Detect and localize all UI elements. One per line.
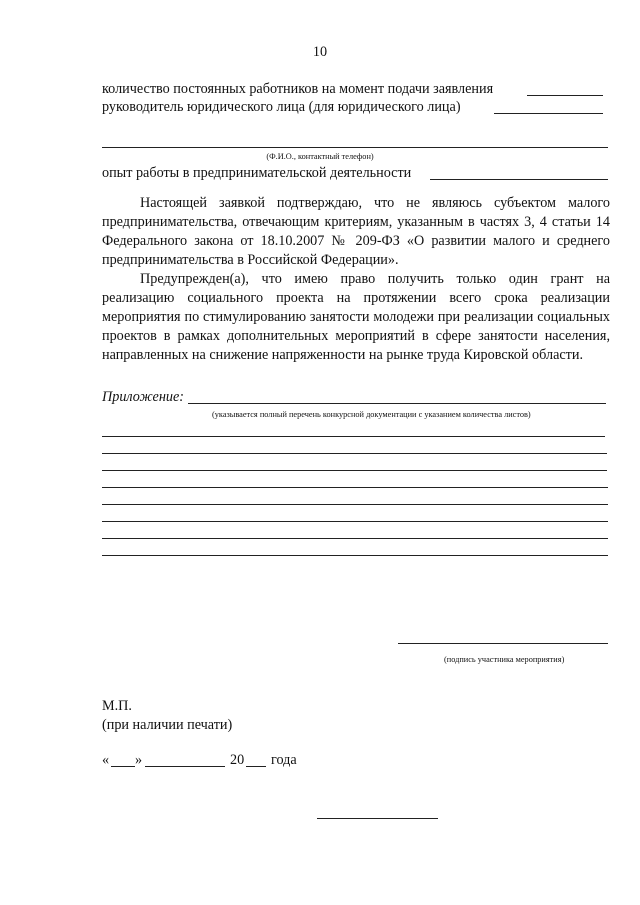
attachment-line-7[interactable] — [102, 538, 608, 539]
date-day-line[interactable] — [111, 766, 135, 767]
date-suffix: года — [271, 752, 297, 768]
attachment-line-4[interactable] — [102, 487, 608, 488]
attachment-line-3[interactable] — [102, 470, 607, 471]
page-number: 10 — [312, 44, 328, 60]
head-label: руководитель юридического лица (для юридического лица) — [102, 99, 461, 115]
date-close-quote: » — [135, 752, 143, 768]
warning-paragraph — [102, 270, 610, 365]
attachment-line-2[interactable] — [102, 453, 607, 454]
fio-caption: (Ф.И.О., контактный телефон) — [266, 152, 374, 161]
date-year-line[interactable] — [246, 766, 266, 767]
date-month-line[interactable] — [145, 766, 225, 767]
experience-label: опыт работы в предпринимательской деятельности — [102, 165, 412, 181]
attachment-label: Приложение: — [102, 389, 184, 405]
signature-input-line[interactable] — [398, 643, 608, 644]
attachment-line-6[interactable] — [102, 521, 608, 522]
date-year-prefix: 20 — [230, 752, 245, 768]
attachment-caption: (указывается полный перечень конкурсной документации с указанием количества листов) — [212, 410, 531, 419]
stamp-label: М.П. — [102, 698, 132, 714]
employees-input-line[interactable] — [527, 95, 603, 96]
signature-caption: (подпись участника мероприятия) — [444, 655, 565, 664]
fio-input-line[interactable] — [102, 147, 608, 148]
warning-text: Предупрежден(а), что имею право получить только один грант на реализацию социального проекта на протяжении всего срока реализации мероприятия по стимулированию занятости молодежи при реализации социальных проектов в рамках дополнительных мероприятий в сфере занятости населения, направленных на снижение напряженности на рынке труда Кировской области. — [102, 271, 610, 363]
attachment-line-5[interactable] — [102, 504, 608, 505]
head-input-line[interactable] — [494, 113, 603, 114]
date-open-quote: « — [102, 752, 110, 768]
stamp-note: (при наличии печати) — [102, 717, 233, 733]
bottom-signature-line[interactable] — [317, 818, 438, 819]
attachment-line-1[interactable] — [102, 436, 605, 437]
confirmation-paragraph — [102, 194, 610, 270]
confirmation-text: Настоящей заявкой подтверждаю, что не являюсь субъектом малого предпринимательства, отвечающим критериям, указанным в частях 3, 4 статьи 14 Федерального закона от 18.10.2007 № 209-ФЗ «О развитии малого и среднего предпринимательства в Российской Федерации». — [102, 195, 610, 268]
attachment-line-8[interactable] — [102, 555, 608, 556]
experience-input-line[interactable] — [430, 179, 608, 180]
employees-label: количество постоянных работников на момент подачи заявления — [102, 81, 494, 97]
attachment-input-line[interactable] — [188, 403, 606, 404]
